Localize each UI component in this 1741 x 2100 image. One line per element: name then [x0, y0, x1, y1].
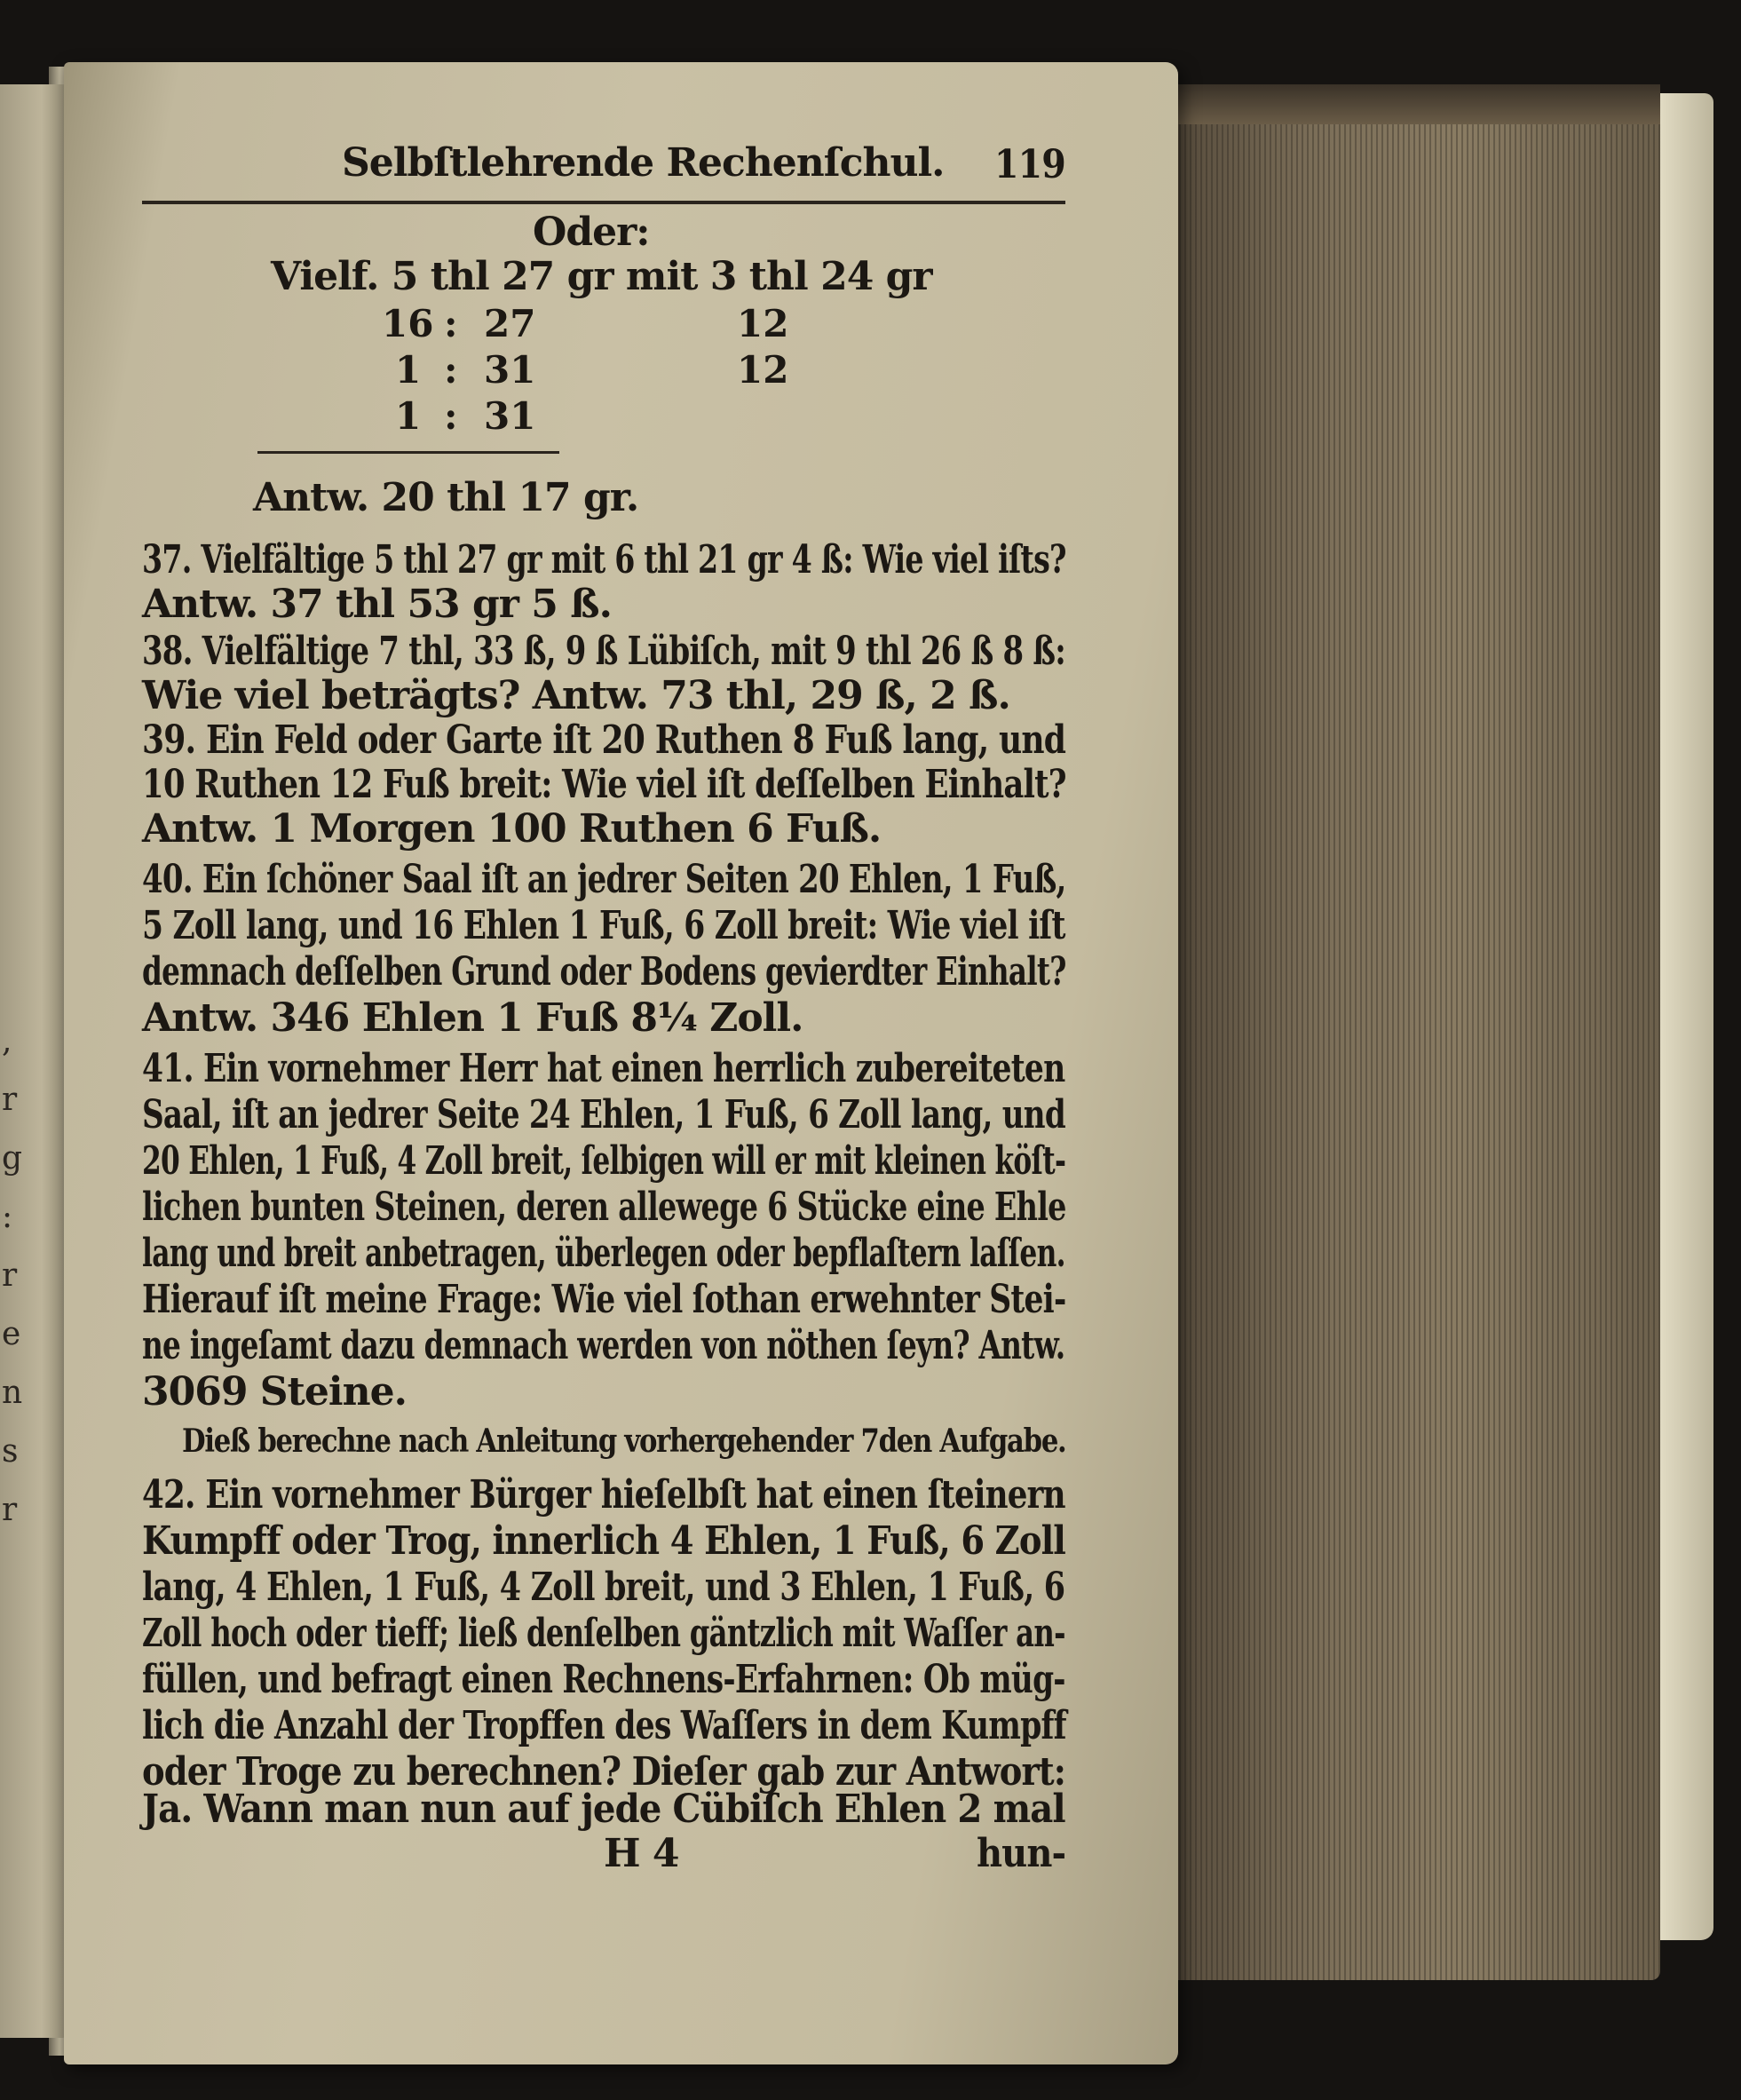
instruction-note: Dieß berechne nach Anleitung vorhergehender 7den Aufgabe. [182, 1422, 1066, 1460]
text-line: 3069 Steine. [142, 1369, 407, 1415]
text-line: 10 Ruthen 12 Fuß breit: Wie viel iſt deſſelben Einhalt? [142, 762, 1066, 807]
left-mark: r [2, 1492, 18, 1528]
signature-mark: H 4 [604, 1831, 679, 1876]
text-line: lich die Anzahl der Tropffen des Waſſers in dem Kumpff [142, 1703, 1066, 1748]
text-line: oder Troge zu berechnen? Dieſer gab zur Antwort: [142, 1749, 1066, 1795]
example-row-sep: : [444, 394, 458, 438]
text-line: lichen bunten Steinen, deren allewege 6 Stücke eine Ehle [142, 1185, 1066, 1230]
left-mark: s [2, 1433, 19, 1470]
left-mark: r [2, 1082, 18, 1118]
text-line: lang, 4 Ehlen, 1 Fuß, 4 Zoll breit, und 3 Ehlen, 1 Fuß, 6 [142, 1565, 1065, 1610]
text-line: Kumpff oder Trog, innerlich 4 Ehlen, 1 Fuß, 6 Zoll [142, 1518, 1066, 1564]
text-line: 38. Vielfältige 7 thl, 33 ß, 9 ß Lübiſch, mit 9 thl 26 ß 8 ß: [142, 629, 1066, 674]
page-number: 119 [994, 142, 1065, 187]
header-rule [142, 201, 1065, 204]
text-line: Antw. 1 Morgen 100 Ruthen 6 Fuß. [142, 806, 882, 852]
left-mark: n [2, 1375, 23, 1411]
text-line: füllen, und befragt einen Rechnens-Erfahrnen: Ob müg- [142, 1657, 1065, 1702]
text-line: 40. Ein ſchöner Saal iſt an jedrer Seiten 20 Ehlen, 1 Fuß, [142, 857, 1066, 902]
text-line: Hierauf iſt meine Frage: Wie viel ſothan erwehnter Stei- [142, 1277, 1066, 1322]
text-line: demnach deſſelben Grund oder Bodens gevierdter Einhalt? [142, 949, 1066, 995]
left-mark: , [2, 1023, 12, 1059]
text-line: Saal, iſt an jedrer Seite 24 Ehlen, 1 Fuß, 6 Zoll lang, und [142, 1092, 1065, 1137]
example-row-c: 12 [737, 348, 789, 392]
text-line: Ja. Wann man nun auf jede Cübiſch Ehlen 2 mal [142, 1787, 1065, 1832]
text-line: 42. Ein vornehmer Bürger hieſelbſt hat einen ſteinern [142, 1472, 1065, 1518]
example-row-a: 1 [395, 348, 422, 392]
example-row-sep: : [444, 348, 458, 392]
text-line: Antw. 37 thl 53 gr 5 ß. [142, 582, 612, 627]
left-mark: e [2, 1316, 21, 1352]
example-row-a: 1 [395, 394, 422, 438]
left-mark: g [2, 1140, 23, 1177]
example-row-c: 12 [737, 302, 789, 345]
text-line: lang und breit anbetragen, überlegen oder bepflaſtern laſſen. [142, 1231, 1065, 1276]
text-line: 5 Zoll lang, und 16 Ehlen 1 Fuß, 6 Zoll breit: Wie viel iſt [142, 903, 1065, 948]
example-row-sep: : [444, 302, 458, 345]
example-answer: Antw. 20 thl 17 gr. [253, 475, 639, 520]
page-block-fore-edge [1163, 84, 1660, 1980]
text-line: 39. Ein Feld oder Garte iſt 20 Ruthen 8 Fuß lang, und [142, 717, 1066, 763]
example-row-a: 16 [382, 302, 434, 345]
example-heading: Oder: [533, 210, 650, 255]
text-line: Zoll hoch oder tieff; ließ denſelben gäntzlich mit Waſſer an- [142, 1611, 1065, 1656]
left-mark: r [2, 1257, 18, 1294]
catchword: hun- [977, 1831, 1066, 1876]
text-line: 41. Ein vornehmer Herr hat einen herrlich zubereiteten [142, 1046, 1065, 1091]
text-line: Wie viel beträgts? Antw. 73 thl, 29 ß, 2 ß. [142, 673, 1010, 718]
text-line: Antw. 346 Ehlen 1 Fuß 8¼ Zoll. [142, 995, 803, 1041]
example-row-b: 31 [484, 394, 536, 438]
running-title: Selbſtlehrende Rechenſchul. [342, 140, 945, 186]
text-line: 20 Ehlen, 1 Fuß, 4 Zoll breit, ſelbigen will er mit kleinen köſt- [142, 1138, 1066, 1184]
text-line: ne ingeſamt dazu demnach werden von nöthen ſeyn? Antw. [142, 1323, 1065, 1368]
example-rule [257, 451, 559, 454]
example-row-b: 31 [484, 348, 536, 392]
example-row-b: 27 [484, 302, 536, 345]
page-block-top-edge [1163, 84, 1660, 124]
text-line: 37. Vielfältige 5 thl 27 gr mit 6 thl 21 gr 4 ß: Wie viel iſts? [142, 537, 1066, 582]
left-page-fragment-marks [2, 1012, 23, 1540]
left-mark: : [2, 1199, 13, 1235]
example-line: Vielf. 5 thl 27 gr mit 3 thl 24 gr [271, 254, 932, 299]
